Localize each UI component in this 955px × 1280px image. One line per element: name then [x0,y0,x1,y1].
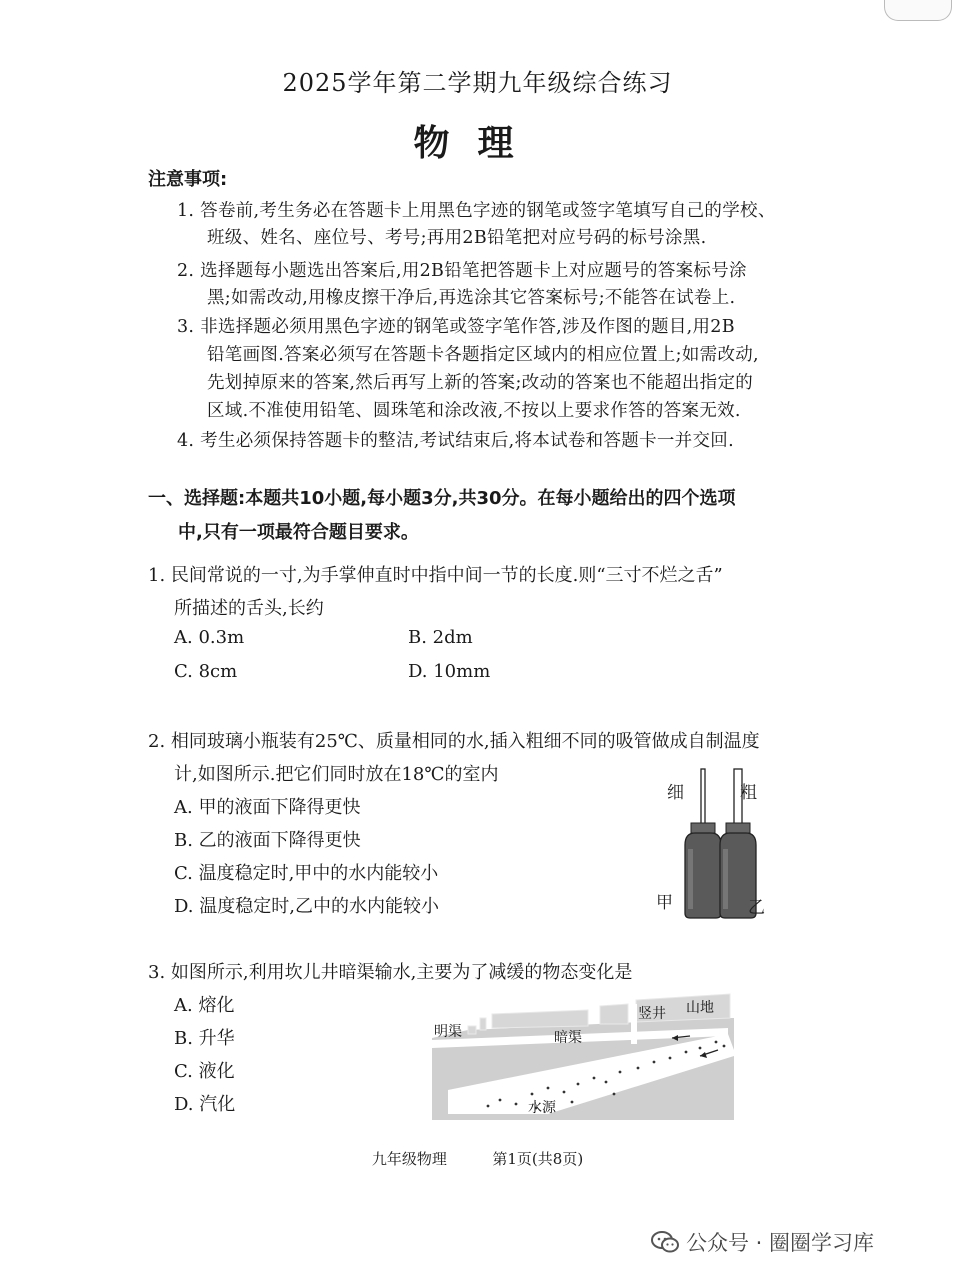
subject-title: 物理 [413,122,542,164]
thin-straw [701,769,705,829]
q2-option-a: A. 甲的液面下降得更快 [174,797,361,818]
karez-figure [428,990,738,1122]
q1-option-b: B. 2dm [408,627,473,648]
q1-option-c: C. 8cm [174,661,238,682]
q2-option-c: C. 温度稳定时,甲中的水内能较小 [174,863,439,884]
exam-title: 2025学年第二学期九年级综合练习 [282,69,673,97]
notice-line: 黑;如需改动,用橡皮擦干净后,再选涂其它答案标号;不能答在试卷上. [207,288,736,308]
notice-line: 1. 答卷前,考生务必在答题卡上用黑色字迹的钢笔或签字笔填写自己的学校、 [177,201,776,221]
corner-tab [884,0,952,21]
label-anqu: 暗渠 [554,1030,582,1046]
notice-line: 先划掉原来的答案,然后再写上新的答案;改动的答案也不能超出指定的 [207,373,754,393]
q2-option-d: D. 温度稳定时,乙中的水内能较小 [174,896,439,917]
q1-stem: 1. 民间常说的一寸,为手掌伸直时中指中间一节的长度.则“三寸不烂之舌” [148,565,723,586]
label-mingqu: 明渠 [434,1024,462,1040]
label-shuiyuan: 水源 [528,1100,556,1116]
watermark [650,1226,874,1258]
q1-option-a: A. 0.3m [174,627,245,648]
q3-stem: 3. 如图所示,利用坎儿井暗渠输水,主要为了减缓的物态变化是 [148,962,633,983]
q1-stem-cont: 所描述的舌头,长约 [174,598,324,619]
q3-option-d: D. 汽化 [174,1094,236,1115]
footer-course: 九年级物理 [371,1150,447,1168]
label-yi: 乙 [748,898,765,918]
thermometer-bottles-figure [650,765,780,925]
label-jia: 甲 [656,893,673,913]
notice-line: 班级、姓名、座位号、考号;再用2B铅笔把对应号码的标号涂黑. [207,228,707,248]
notice-line: 2. 选择题每小题选出答案后,用2B铅笔把答题卡上对应题号的答案标号涂 [177,261,747,281]
notice-heading: 注意事项: [148,169,228,190]
notice-line: 铅笔画图.答案必须写在答题卡各题指定区域内的相应位置上;如需改动, [207,345,759,365]
q1-option-d: D. 10mm [408,661,491,682]
q3-option-b: B. 升华 [174,1028,235,1049]
watermark-text: 公众号 · 圈圈学习库 [686,1231,875,1255]
page-footer [0,1148,955,1169]
label-shandi: 山地 [686,1000,714,1016]
label-shujing: 竖井 [638,1006,666,1022]
wechat-icon [650,1230,680,1254]
bottle-jia [685,823,721,918]
q2-stem: 2. 相同玻璃小瓶装有25℃、质量相同的水,插入粗细不同的吸管做成自制温度 [148,731,760,752]
section-heading: 一、选择题:本题共10小题,每小题3分,共30分。在每小题给出的四个选项 [148,488,736,509]
q2-option-b: B. 乙的液面下降得更快 [174,830,361,851]
q2-stem-cont: 计,如图所示.把它们同时放在18℃的室内 [174,764,499,785]
section-heading-cont: 中,只有一项最符合题目要求。 [178,522,419,543]
q3-option-c: C. 液化 [174,1061,235,1082]
notice-line: 区域.不准使用铅笔、圆珠笔和涂改液,不按以上要求作答的答案无效. [207,401,741,421]
q3-option-a: A. 熔化 [174,995,235,1016]
notice-line: 4. 考生必须保持答题卡的整洁,考试结束后,将本试卷和答题卡一并交回. [177,431,734,451]
notice-line: 3. 非选择题必须用黑色字迹的钢笔或签字笔作答,涉及作图的题目,用2B [177,317,735,337]
footer-page: 第1页(共8页) [492,1150,584,1168]
label-thick: 粗 [740,783,757,803]
label-thin: 细 [667,783,684,803]
